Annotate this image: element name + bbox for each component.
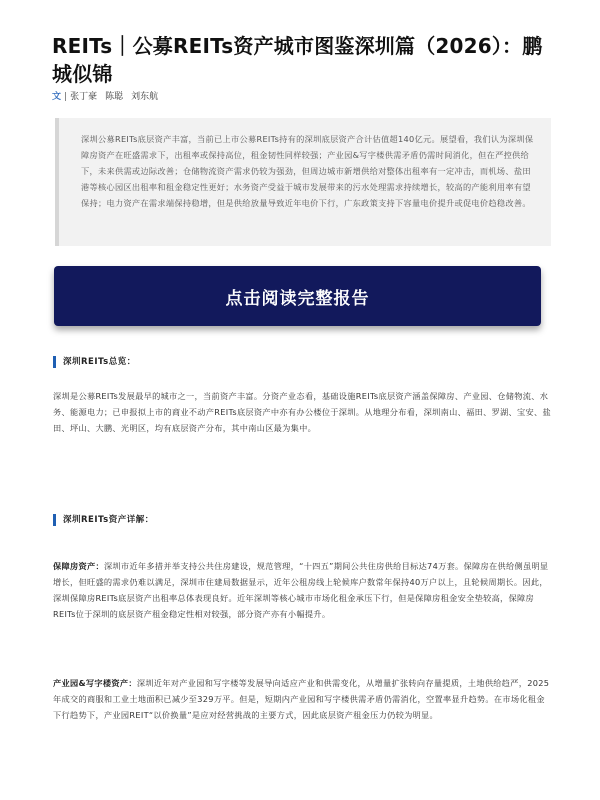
author-line xyxy=(52,91,166,103)
summary-box: 深圳公募REITs底层资产丰富，当前已上市公募REITs持有的深圳底层资产合计估值超140亿元。展望看，我们认为深圳保障房资产在旺盛需求下，出租率或保持高位，租金韧性同样较强；产业园&写字楼供需矛盾仍需时间消化，但在严控供给下，未来供需或边际改善；仓储物流资产需求仍较为强劲，但周边城市新增供给对整体出租率有一定冲击，而机场、盐田港等核心园区出租率和租金稳定性更好；水务资产受益于城市发展带来的污水处理需求持续增长，较高的产能利用率有望保持；电力资产在需求端保持稳增，但是供给放量导致近年电价下行，广东政策支持下容量电价提升或促电价趋稳改善。 xyxy=(55,118,551,246)
overview-paragraph: 深圳是公募REITs发展最早的城市之一，当前资产丰富。分资产业态看，基础设施REITs底层资产涵盖保障房、产业园、仓储物流、水务、能源电力；已申报拟上市的商业不动产REITs底层资产中亦有办公楼位于深圳。从地理分布看，深圳南山、福田、罗湖、宝安、盐田、坪山、大鹏、光明区，均有底层资产分布，其中南山区最为集中。 xyxy=(53,391,551,433)
author-name: 张丁豪 xyxy=(70,92,98,102)
section-heading-overview: 深圳REITs总览： xyxy=(53,356,136,368)
detail-paragraph-housing xyxy=(53,558,551,622)
read-full-report-button[interactable]: 点击阅读完整报告 xyxy=(54,266,541,326)
article-title: REITs｜公募REITs资产城市图鉴深圳篇（2026）：鹏城似锦 xyxy=(52,34,543,86)
paragraph-lead: 产业园&写字楼资产： xyxy=(53,678,137,688)
author-name: 刘东航 xyxy=(131,92,159,102)
section-heading-detail: 深圳REITs资产详解： xyxy=(53,514,154,526)
paragraph-text: 深圳市近年多措并举支持公共住房建设，规范管理，“十四五”期间公共住房供给目标达74万套。保障房在供给侧虽明显增长，但旺盛的需求仍难以满足，深圳市住建局数据显示，近年公租房线上轮候库户数常年保持40万户以上，且轮候周期长。因此，深圳保障房REITs底层资产出租率总体表现良好。近年深圳等核心城市市场化租金承压下行，但是保障房租金安全垫较高，保障房REITs位于深圳的底层资产租金稳定性相对较强，部分资产亦有小幅提升。 xyxy=(53,561,549,619)
author-separator: | xyxy=(64,92,68,102)
paragraph-text: 深圳近年对产业园和写字楼等发展导向适应产业和供需变化，从增量扩张转向存量提质，土地供给趋严，2025年成交的商服和工业土地面积已减少至329万平。但是，短期内产业园和写字楼供需矛盾仍需消化，空置率显升趋势。在市场化租金下行趋势下，产业园REIT“以价换量”是应对经营挑战的主要方式，因此底层资产租金压力仍较为明显。 xyxy=(53,678,550,720)
detail-paragraph-industrial xyxy=(53,675,551,723)
paragraph-lead: 保障房资产： xyxy=(53,561,104,571)
author-prefix: 文 xyxy=(52,92,62,102)
author-name: 陈聪 xyxy=(105,92,124,102)
